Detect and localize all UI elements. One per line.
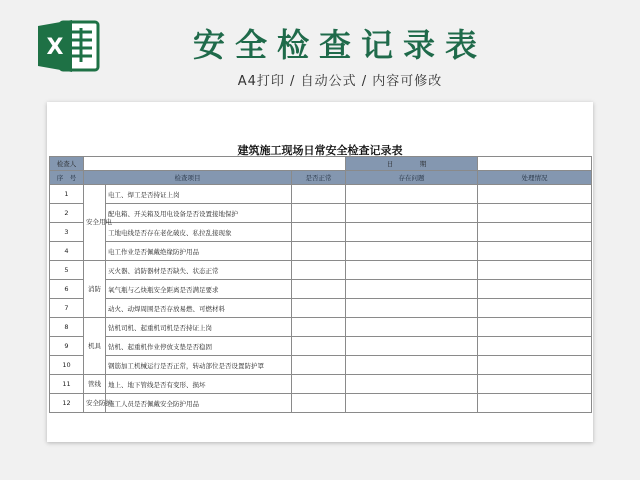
cell-problem[interactable]	[346, 280, 478, 299]
row-no: 9	[50, 337, 84, 356]
cell-problem[interactable]	[346, 185, 478, 204]
table-row	[50, 261, 592, 280]
table-row	[50, 337, 592, 356]
cell-normal[interactable]	[292, 299, 346, 318]
cell-handling[interactable]	[478, 375, 592, 394]
row-no: 3	[50, 223, 84, 242]
table-row	[50, 375, 592, 394]
category-fire: 消防	[84, 261, 106, 318]
cell-normal[interactable]	[292, 375, 346, 394]
cell-problem[interactable]	[346, 318, 478, 337]
cell-problem[interactable]	[346, 261, 478, 280]
cell-handling[interactable]	[478, 280, 592, 299]
table-row	[50, 185, 592, 204]
cell-handling[interactable]	[478, 185, 592, 204]
row-item: 地上、地下管线是否有变形、损坏	[106, 375, 292, 394]
header-normal: 是否正常	[292, 171, 346, 185]
date-label: 日 期	[346, 157, 478, 171]
row-item: 动火、动焊周围是否存放易燃、可燃材料	[106, 299, 292, 318]
row-item: 配电箱、开关箱及用电设备是否设置接地保护	[106, 204, 292, 223]
header-item: 检查项目	[84, 171, 292, 185]
cell-problem[interactable]	[346, 337, 478, 356]
cell-problem[interactable]	[346, 394, 478, 413]
row-item: 灭火器、消防器材是否缺失、状态正常	[106, 261, 292, 280]
cell-handling[interactable]	[478, 204, 592, 223]
inspector-label: 检查人	[50, 157, 84, 171]
cell-problem[interactable]	[346, 299, 478, 318]
cell-handling[interactable]	[478, 356, 592, 375]
table-row	[50, 394, 592, 413]
header-handling: 处理情况	[478, 171, 592, 185]
cell-problem[interactable]	[346, 356, 478, 375]
banner-subtitle: A4打印 / 自动公式 / 内容可修改	[237, 74, 443, 89]
table-row	[50, 223, 592, 242]
header-row	[50, 171, 592, 185]
row-no: 5	[50, 261, 84, 280]
cell-normal[interactable]	[292, 242, 346, 261]
table-row	[50, 318, 592, 337]
cell-normal[interactable]	[292, 261, 346, 280]
row-item: 钻机司机、起重机司机是否持证上岗	[106, 318, 292, 337]
cell-normal[interactable]	[292, 337, 346, 356]
row-item: 钻机、起重机作业停放支垫是否稳固	[106, 337, 292, 356]
sheet-title: 建筑施工现场日常安全检查记录表	[237, 144, 403, 157]
table-row	[50, 204, 592, 223]
banner-title: 安全检查记录表	[192, 26, 487, 64]
category-protect: 安全防护	[84, 394, 106, 413]
row-no: 8	[50, 318, 84, 337]
cell-normal[interactable]	[292, 318, 346, 337]
cell-handling[interactable]	[478, 394, 592, 413]
row-item: 氧气瓶与乙炔瓶安全距离是否满足要求	[106, 280, 292, 299]
row-no: 1	[50, 185, 84, 204]
info-row	[50, 157, 592, 171]
inspector-field[interactable]	[84, 157, 346, 171]
row-no: 4	[50, 242, 84, 261]
table-row	[50, 280, 592, 299]
cell-normal[interactable]	[292, 185, 346, 204]
category-electric: 安全用电	[84, 185, 106, 261]
header-no: 序 号	[50, 171, 84, 185]
header-problem: 存在问题	[346, 171, 478, 185]
table-row	[50, 356, 592, 375]
row-no: 2	[50, 204, 84, 223]
spreadsheet-preview	[47, 102, 593, 442]
inspection-table	[49, 156, 592, 413]
row-no: 12	[50, 394, 84, 413]
banner	[0, 0, 640, 100]
svg-text:X: X	[46, 35, 64, 60]
cell-normal[interactable]	[292, 204, 346, 223]
cell-handling[interactable]	[478, 261, 592, 280]
row-item: 电工作业是否佩戴绝缘防护用品	[106, 242, 292, 261]
cell-normal[interactable]	[292, 223, 346, 242]
cell-problem[interactable]	[346, 375, 478, 394]
row-item: 工地电线是否存在老化破皮、私拉乱接现象	[106, 223, 292, 242]
cell-handling[interactable]	[478, 223, 592, 242]
category-pipeline: 管线	[84, 375, 106, 394]
cell-normal[interactable]	[292, 280, 346, 299]
excel-logo-icon	[36, 18, 102, 74]
cell-normal[interactable]	[292, 356, 346, 375]
row-item: 钢筋加工机械运行是否正常，转动部位是否设置防护罩	[106, 356, 292, 375]
row-no: 6	[50, 280, 84, 299]
row-item: 施工人员是否佩戴安全防护用品	[106, 394, 292, 413]
row-no: 7	[50, 299, 84, 318]
cell-problem[interactable]	[346, 223, 478, 242]
cell-handling[interactable]	[478, 242, 592, 261]
row-no: 10	[50, 356, 84, 375]
table-row	[50, 242, 592, 261]
cell-normal[interactable]	[292, 394, 346, 413]
date-field[interactable]	[478, 157, 592, 171]
cell-handling[interactable]	[478, 337, 592, 356]
cell-problem[interactable]	[346, 204, 478, 223]
table-row	[50, 299, 592, 318]
category-machine: 机具	[84, 318, 106, 375]
row-item: 电工、焊工是否持证上岗	[106, 185, 292, 204]
cell-problem[interactable]	[346, 242, 478, 261]
cell-handling[interactable]	[478, 299, 592, 318]
cell-handling[interactable]	[478, 318, 592, 337]
row-no: 11	[50, 375, 84, 394]
